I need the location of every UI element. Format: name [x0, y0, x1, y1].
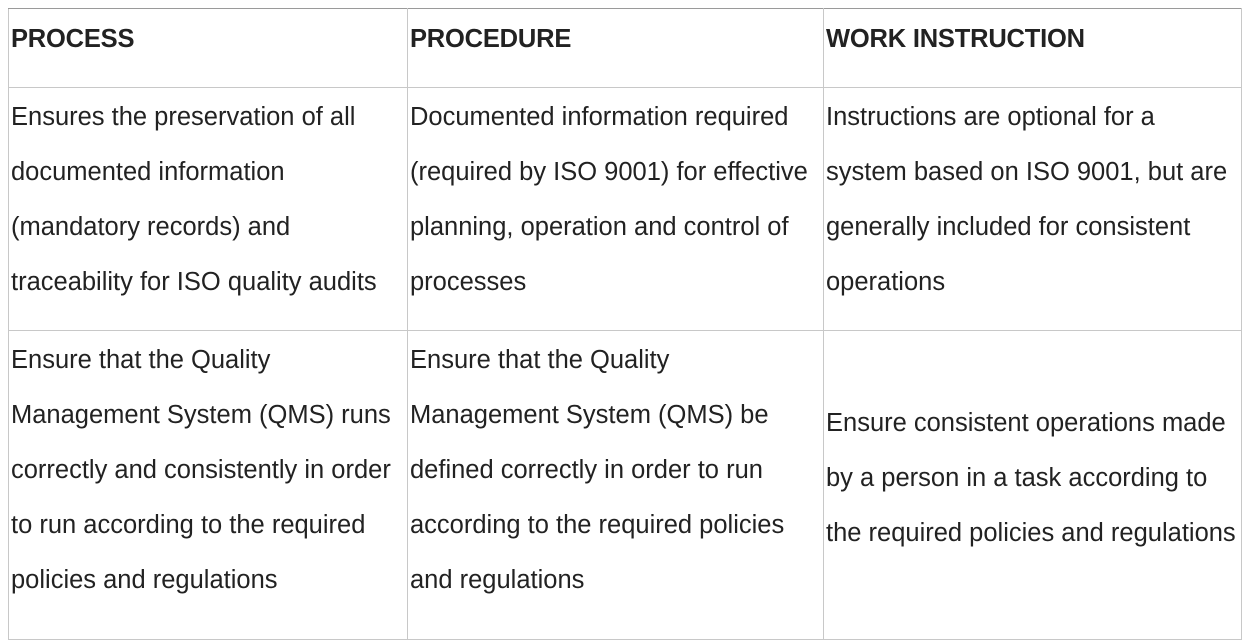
header-process: PROCESS	[9, 9, 408, 88]
cell-process-row2: Ensure that the Quality Management System (QMS) runs correctly and consistently in order to run according to the required policies and regulations	[9, 331, 408, 640]
cell-process-row1: Ensures the preservation of all documented information (mandatory records) and traceability for ISO quality audits	[9, 88, 408, 331]
header-procedure: PROCEDURE	[408, 9, 824, 88]
table-row	[9, 331, 1242, 640]
table-row	[9, 88, 1242, 331]
comparison-table-container	[8, 8, 1241, 640]
table-header-row	[9, 9, 1242, 88]
cell-procedure-row1: Documented information required (required by ISO 9001) for effective planning, operation and control of processes	[408, 88, 824, 331]
cell-work-instruction-row1: Instructions are optional for a system based on ISO 9001, but are generally included for consistent operations	[824, 88, 1242, 331]
comparison-table	[8, 8, 1242, 640]
header-work-instruction: WORK INSTRUCTION	[824, 9, 1242, 88]
cell-procedure-row2: Ensure that the Quality Management System (QMS) be defined correctly in order to run according to the required policies and regulations	[408, 331, 824, 640]
cell-work-instruction-row2: Ensure consistent operations made by a person in a task according to the required policies and regulations	[824, 331, 1242, 640]
